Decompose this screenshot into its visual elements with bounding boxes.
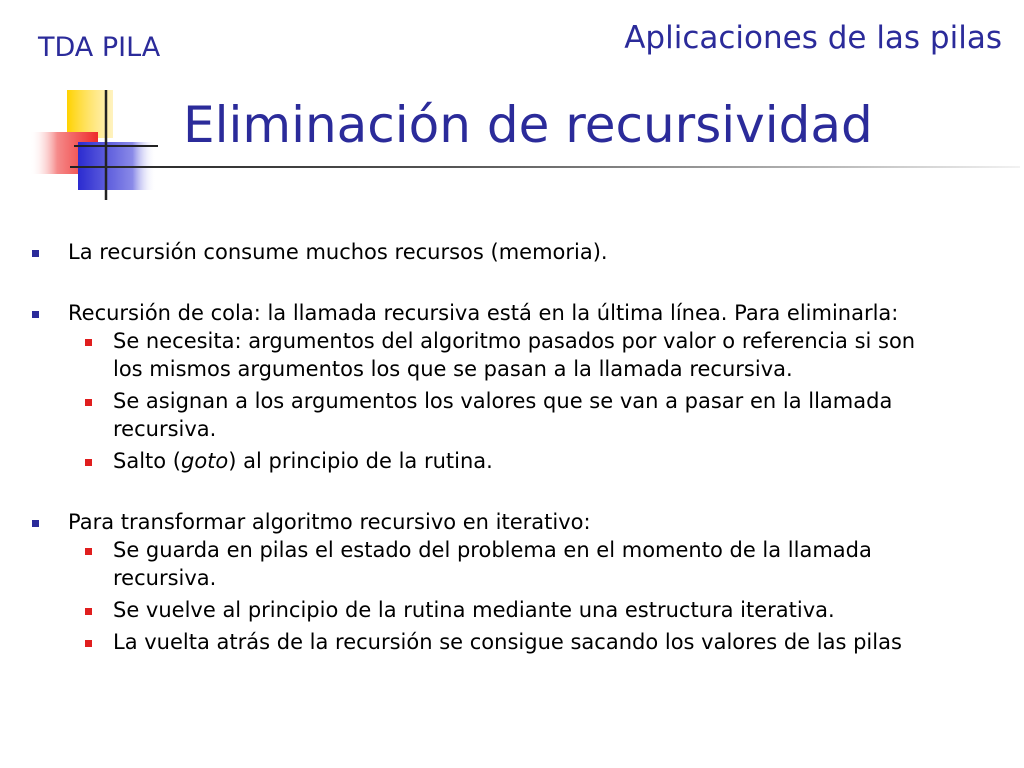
emphasis-text: goto <box>180 449 229 473</box>
section-label: TDA PILA <box>38 32 161 63</box>
slide-title: Eliminación de recursividad <box>183 96 873 154</box>
list-subitem-text: Se asignan a los argumentos los valores que se van a pasar en la llamada recursiva. <box>113 389 893 441</box>
bullet-square-icon <box>85 548 92 555</box>
list-subitem-text: Se guarda en pilas el estado del problema en el momento de la llamada recursiva. <box>113 538 872 590</box>
list-subitem <box>28 536 988 592</box>
list-item <box>28 299 988 327</box>
title-divider <box>70 166 1020 168</box>
bullet-square-icon <box>85 608 92 615</box>
list-item-text: La recursión consume muchos recursos (memoria). <box>68 240 608 264</box>
bullet-square-icon <box>85 640 92 647</box>
slide-subtitle: Aplicaciones de las pilas <box>624 20 1002 56</box>
list-item-text: Para transformar algoritmo recursivo en iterativo: <box>68 510 591 534</box>
list-subitem <box>28 327 988 383</box>
list-subitem <box>28 628 988 656</box>
list-item <box>28 508 988 536</box>
list-item <box>28 238 988 266</box>
decorative-logo-icon <box>30 90 180 205</box>
bullet-square-icon <box>85 459 92 466</box>
list-subitem <box>28 596 988 624</box>
bullet-list <box>28 238 988 656</box>
text-fragment: Salto ( <box>113 449 181 473</box>
list-item-text: Recursión de cola: la llamada recursiva está en la última línea. Para eliminarla: <box>68 301 899 325</box>
list-subitem-text: La vuelta atrás de la recursión se consigue sacando los valores de las pilas <box>113 630 902 654</box>
bullet-square-icon <box>32 311 39 318</box>
list-subitem-text: Se vuelve al principio de la rutina mediante una estructura iterativa. <box>113 598 835 622</box>
list-subitem-text <box>113 447 948 475</box>
bullet-square-icon <box>32 250 39 257</box>
list-subitem <box>28 387 988 443</box>
list-subitem <box>28 447 988 475</box>
bullet-square-icon <box>32 520 39 527</box>
bullet-square-icon <box>85 339 92 346</box>
text-fragment: ) al principio de la rutina. <box>228 449 493 473</box>
list-subitem-text: Se necesita: argumentos del algoritmo pasados por valor o referencia si son los mismos argumentos los que se pasan a la llamada recursiva. <box>113 329 916 381</box>
bullet-square-icon <box>85 399 92 406</box>
